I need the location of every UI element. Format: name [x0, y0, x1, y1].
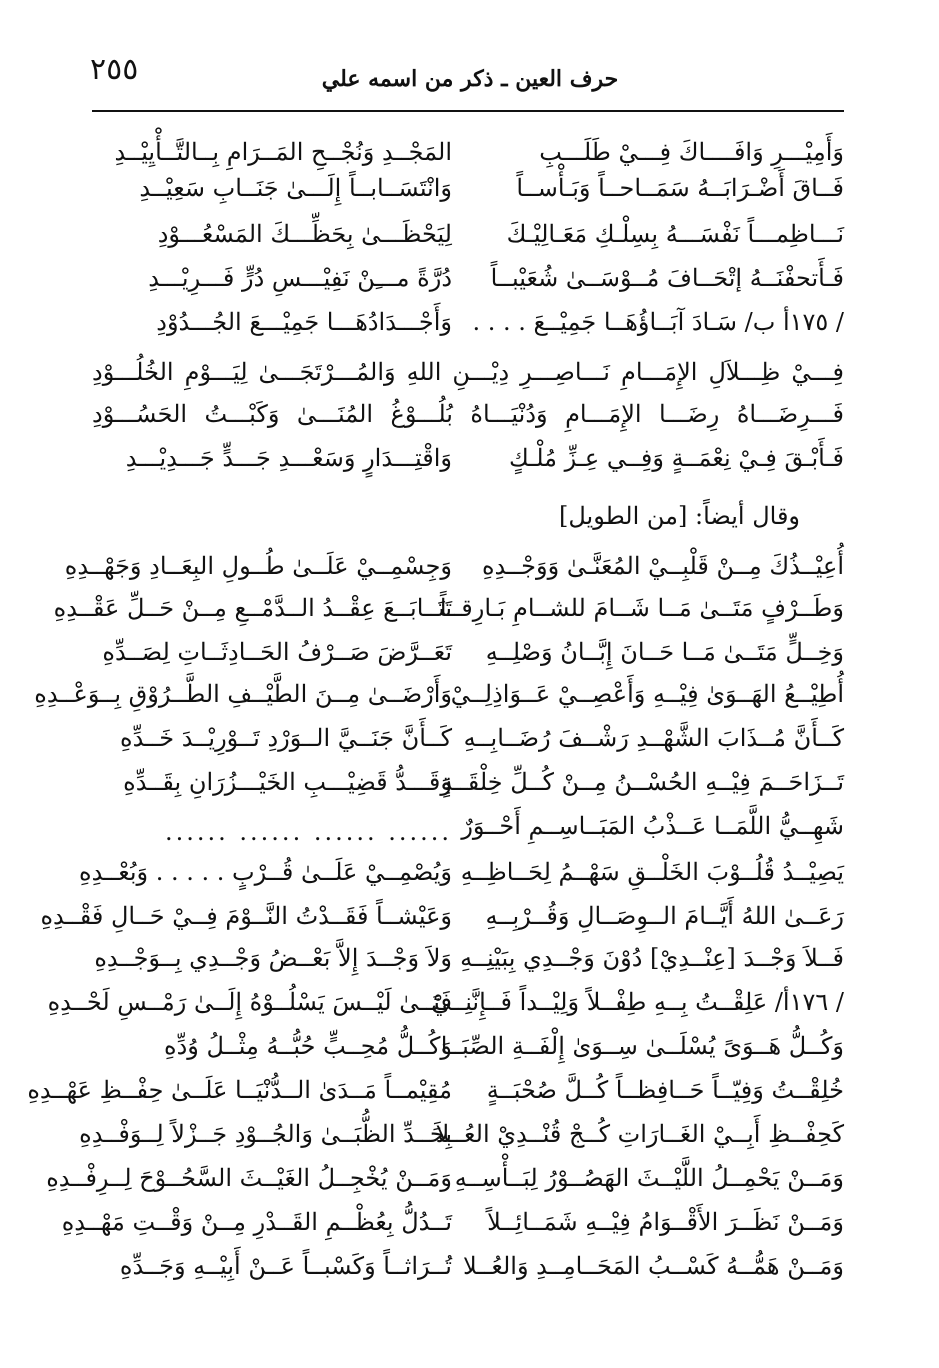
verse-right: خُلِقْــتُ وَفِيّــاً حَــافِظــاً كُــلَّ صُحْبَــةٍ — [486, 1076, 844, 1104]
verse-right: وَأَمِيْـــرِ وَافَــــاكَ فِـــيْ طَلَـــبِ — [539, 138, 844, 166]
verse-right: أُعِيْــذُكَ مِــنْ قَلْبِــيْ المُعَنَّـىٰ وَوَجْــدِهِ — [481, 552, 844, 580]
verse-right: وَطَــرْفٍ مَتَــىٰ مَــا شَــامَ للشــامِ بَـارِقــاً — [439, 594, 844, 622]
verse-left: المَجْــدِ وَنُجْــحِ المَــرَامِ بِــالتَّــأْيِيْــدِ — [114, 138, 452, 166]
verse-right: وَمَــنْ نَظَــرَ الأَقْــوَامُ فِيْــهِ شَمَــائِــلاً — [487, 1208, 844, 1236]
verse-left: لِيَحْظَـــىٰ بِحَظِّـــكَ المَسْعُـــوْدِ — [157, 220, 452, 248]
verse-left: وَيُصْمِــيْ عَلَــىٰ قُــرْبٍ . . . . . وَبُعْــدِهِ — [79, 858, 452, 886]
verse-right: كَحِفْــظِ أَبِــيْ الغَــارَاتِ كُــجْ قُنْــدِيْ العُــلاَ — [435, 1120, 844, 1148]
verse-right: أُطِيْــعُ الهَــوَىٰ فِيْــهِ وَأَعْصِــيْ عَــوَاذِلِــيْ — [450, 680, 844, 708]
verse-full: فَـــرِضَـــاهُ رِضَـــا الإِمَـــامِ وَدُنْيَـــاهُ بُلُـــوْغُ المُنَـــىٰ وَكَبْـــتُ الحَسُـــوْدِ — [92, 400, 844, 428]
verse-right: فَــلاَ وَجْــدَ [عِنْــدِيْ] دُوْنَ وَجْــدِي بِبَيْنِــهِ — [460, 944, 844, 972]
verse-left: تَتَــابَــعَ عِقْــدُ الــدَّمْــعِ مِــنْ حَــلِّ عَقْــدِهِ — [53, 594, 452, 622]
verse-right: شَهِــيُّ اللَّمَــا عَــذْبُ المَبَــاسِــمِ أَحْــوَرٌ — [461, 812, 844, 840]
verse-left: وَأَرْضَــىٰ مِــنَ الطَّيْــفِ الطَّــرُوْقِ بِــوَعْــدِهِ — [34, 680, 452, 708]
verse-left: دُرَّةً مـــِنْ نَفِيْـــسِ دُرٍّ فَـــرِيْـــدِ — [148, 264, 452, 292]
verse-right: وَمَــنْ هَمُّــهُ كَسْــبُ المَحَــامِــدِ وَالعُــلا — [463, 1252, 844, 1280]
verse-left: وَكُــلُّ مُحِــبٍّ حُبُّــهُ مِثْــلُ وُدِّهِ — [164, 1032, 452, 1060]
verse-right: تَــزَاحَــمَ فِيْــهِ الحُسْــنُ مِــنْ كُــلِّ خِلْقَــةٍ — [440, 768, 844, 796]
verse-right: رَعَــىٰ اللهُ أَيَّــامَ الــوِصَــالِ وَقُــرْبِــهِ — [485, 902, 844, 930]
verse-left: فَتَــىٰ لَيْــسَ يَسْلُــوْهُ إِلَــىٰ رَمْــسِ لَحْــدِهِ — [47, 988, 452, 1016]
verse-right: فَـأَبْـقَ فِـيْ نِعْمَــةٍ وَفِــي عِـزِّ مُلْـكٍ — [508, 444, 844, 472]
verse-left: بِحَــدِّ الظُّبَــىٰ وَالجُــوْدِ جَــزْلاً لِــوَفْــدِهِ — [79, 1120, 452, 1148]
verse-left-lacuna: ...... ...... ...... ...... — [165, 818, 452, 846]
verse-left: تَــدُلُّ بِعُظْــمِ القَــدْرِ مِــنْ وَقْــتِ مَهْــدِهِ — [61, 1208, 452, 1236]
verse-right: / ١٧٦أ/ عَلِقْــتُ بِــهِ طِفْــلاً وَلِيْــداً فَــإِنَّنِــيْ — [431, 988, 844, 1016]
verse-full: فِـــيْ ظِـــلاَلِ الإِمَـــامِ نَـــاصِـــرِ دِيْـــنِ اللهِ وَالمُـــرْتَجَـــىٰ لِيَـــوْمِ الخُلُـــوْدِ — [92, 358, 844, 386]
page-number: ٢٥٥ — [90, 52, 139, 87]
verse-right: كَــأَنَّ مُــذَابَ الشَّهْــدِ رَشْــفَ رُضَــابِــهِ — [463, 724, 844, 752]
verse-left: وَاقْتِـــدَارٍ وَسَعْـــدِ جَـــدٍّ جَـــدِيْـــدِ — [125, 444, 452, 472]
verse-left: وَجِسْمِــيْ عَلَــىٰ طُــولِ البِعَــادِ وَجَهْــدِهِ — [64, 552, 452, 580]
header-divider — [92, 110, 844, 112]
running-title: حرف العين ـ ذكر من اسمه علي — [321, 66, 619, 92]
verse-left: وَقَـــدُّ قَضِيْـــبِ الخَيْـــزُرَانِ بِقَــدِّهِ — [123, 768, 452, 796]
verse-left: تُــرَاثــاً وَكَسْبــاً عَــنْ أَبِيْــهِ وَجَــدِّهِ — [119, 1252, 452, 1280]
verse-right: وَخِــلٍّ مَتَــىٰ مَــا حَــانَ إِبَّــانُ وَصْلِــهِ — [485, 638, 844, 666]
verse-left: وَلاَ وَجْــدَ إِلاَّ بَعْــضُ وَجْــدِي بِــوَجْــدِهِ — [94, 944, 452, 972]
verse-right: وَكُــلُّ هَــوَىً يُسْلَــىٰ سِــوَىٰ إِلْفَــةِ الصِّبَــا — [440, 1032, 844, 1060]
verse-right: فَـأَتحفْنَــهُ إتْحَــافَ مُــوْسَــىٰ شُعَيْبــاً — [490, 264, 844, 292]
verse-left: وَأَجْـــدَادُهَـــا جَمِيْـــعَ الجُـــدُوْدِ — [156, 308, 452, 336]
verse-right: نَـــاظِمـــاً نَفْسَـــهُ بِسِلْـكِ مَعَـالِيْـكَ — [506, 220, 844, 248]
poem-intro: وقال أيضاً: [من الطويل] — [558, 502, 800, 530]
verse-right: فَــاقَ أَضْـرَابَــهُ سَمَــاحــاً وَبَـأْســاً — [516, 174, 844, 202]
verse-right: وَمَــنْ يَحْمِــلُ اللَّيْــثَ الهَصُــوْرُ لِبَــأْسِــهِ — [454, 1164, 844, 1192]
verse-left: وَمَــنْ يُخْجِــلُ الغَيْــثَ السَّحُــوْحَ لِــرِفْــدِهِ — [46, 1164, 452, 1192]
verse-right: يَصِيْــدُ قُلُــوْبَ الخَلْــقِ سَهْــمُ لِحَــاظِــهِ — [460, 858, 844, 886]
verse-left: كَــأَنَّ جَنَــيَّ الــوَرْدِ تَــوْرِيْــدَ خَــدِّهِ — [120, 724, 452, 752]
verse-left: تَعَــرَّضَ صَــرْفُ الحَــادِثَــاتِ لِصَــدِّهِ — [102, 638, 452, 666]
verse-left: مُقِيْمــاً مَــدَىٰ الــدُّنْيَــا عَلَــىٰ حِفْــظِ عَهْــدِهِ — [27, 1076, 452, 1104]
verse-left: وَانْتَسَــابــاً إِلَـــىٰ جَنَــابِ سَعِيْــدِ — [139, 174, 452, 202]
verse-left: وَعَيْشــاً فَقَــدْتُ النَّــوْمَ فِــيْ حَــالِ فَقْــدِهِ — [40, 902, 452, 930]
verse-right: / ١٧٥أ ب/ سَـادَ آبَــاؤُهَــا جَمِيْــعَ . . . . — [472, 308, 844, 336]
